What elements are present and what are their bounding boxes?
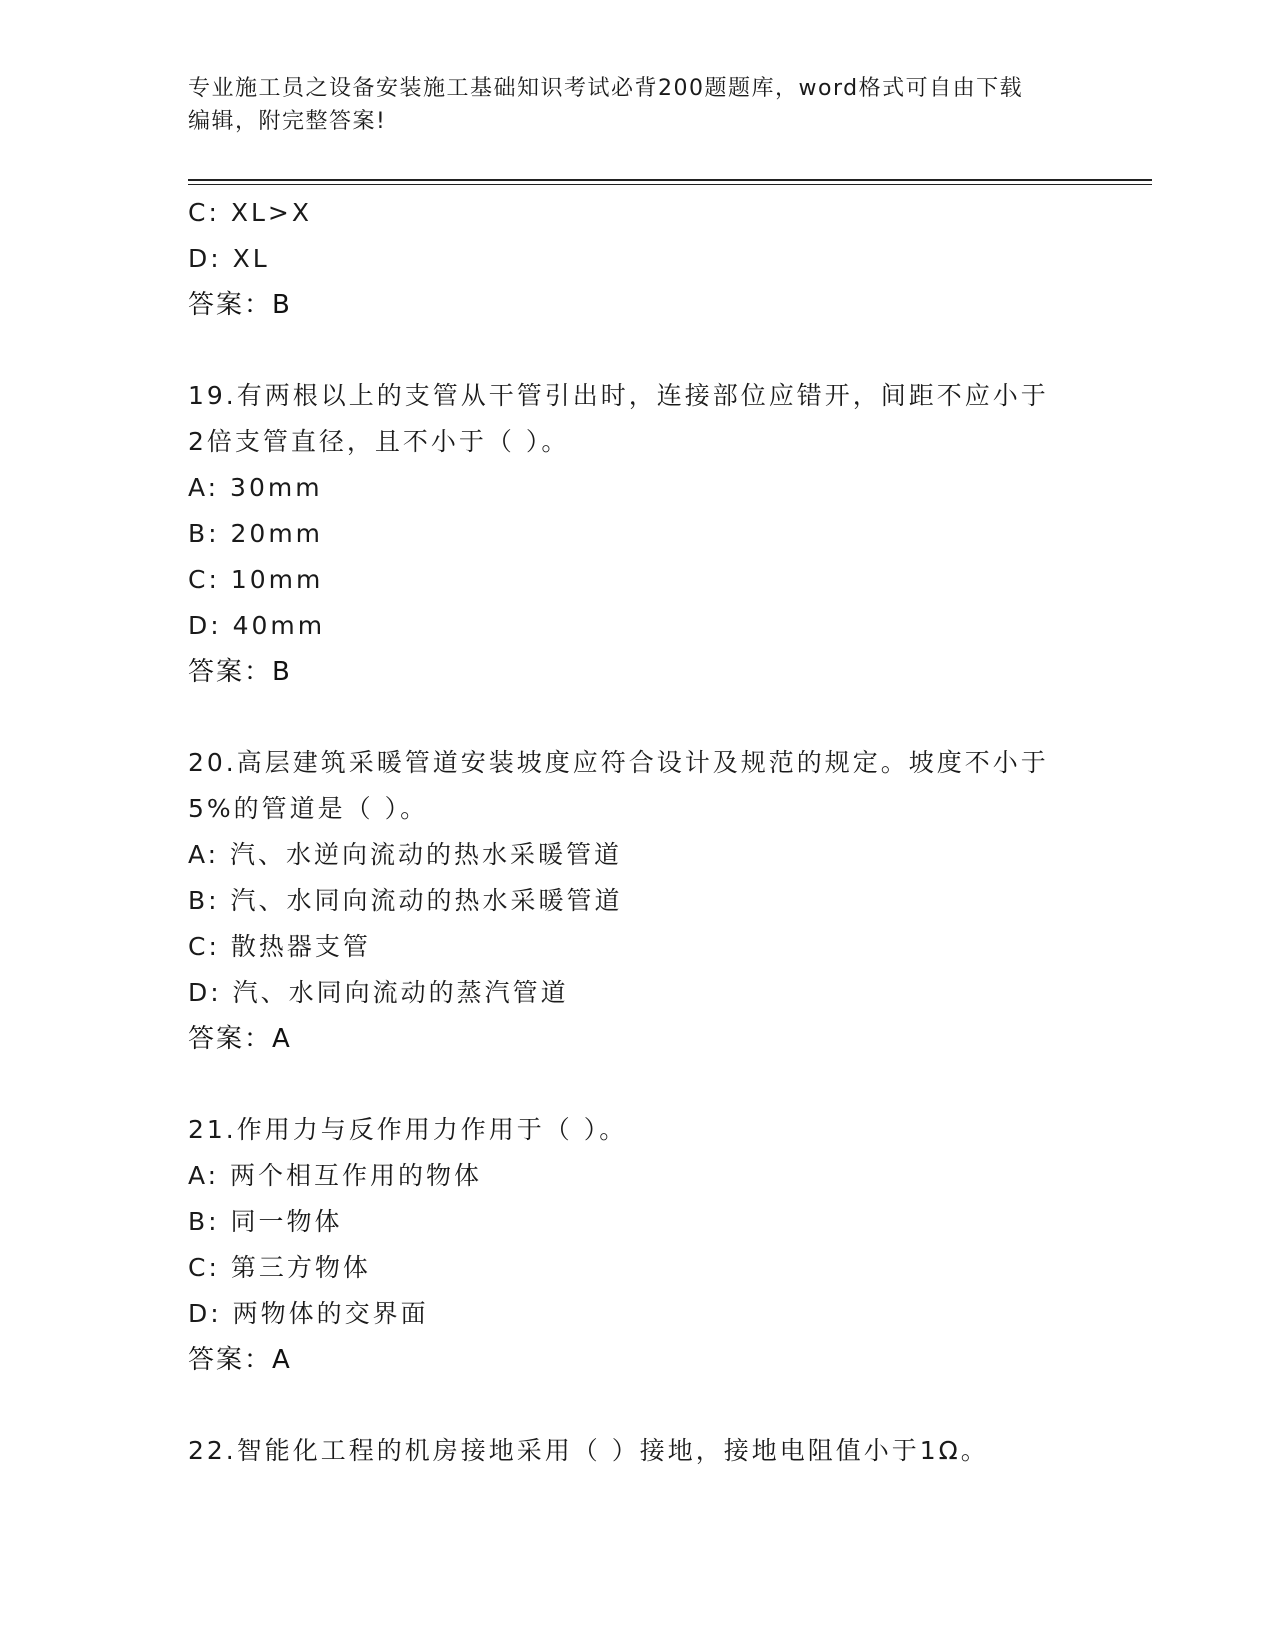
question-stem: 22.智能化工程的机房接地采用（ ）接地，接地电阻值小于1Ω。 [188,1436,989,1465]
header-rule-thick [188,179,1152,181]
question-20 [188,740,1088,1062]
answer: 答案：B [188,290,292,320]
option-d: D: 两物体的交界面 [188,1299,429,1328]
question-stem-continued: 5%的管道是（ ）。 [188,794,429,823]
document-header [188,72,1088,138]
option-c: C: 10mm [188,565,324,594]
question-22 [188,1428,1088,1474]
document-body [188,190,1088,1474]
question-stem: 20.高层建筑采暖管道安装坡度应符合设计及规范的规定。坡度不小于 [188,748,1049,777]
header-rule-thin [188,184,1152,185]
option-d: D: XL [188,244,270,273]
option-a: A: 汽、水逆向流动的热水采暖管道 [188,840,623,869]
option-c: C: 散热器支管 [188,932,371,961]
option-c: C: XL>X [188,198,312,227]
answer: 答案：B [188,657,292,687]
option-b: B: 汽、水同向流动的热水采暖管道 [188,886,623,915]
header-line-2: 编辑，附完整答案! [188,109,387,134]
option-d: D: 40mm [188,611,326,640]
question-stem-continued: 2倍支管直径，且不小于（ ）。 [188,427,570,456]
option-b: B: 同一物体 [188,1207,343,1236]
option-a: A: 两个相互作用的物体 [188,1161,483,1190]
answer: 答案：A [188,1345,292,1375]
answer: 答案：A [188,1024,292,1054]
question-stem: 21.作用力与反作用力作用于（ ）。 [188,1115,628,1144]
option-d: D: 汽、水同向流动的蒸汽管道 [188,978,569,1007]
question-21 [188,1107,1088,1383]
question-stem: 19.有两根以上的支管从干管引出时，连接部位应错开，间距不应小于 [188,381,1049,410]
question-19 [188,373,1088,695]
spacer [188,1383,1088,1428]
option-a: A: 30mm [188,473,323,502]
spacer [188,1062,1088,1107]
spacer [188,328,1088,373]
spacer [188,695,1088,740]
option-c: C: 第三方物体 [188,1253,371,1282]
header-line-1: 专业施工员之设备安装施工基础知识考试必背200题题库，word格式可自由下载 [188,76,1024,101]
question-18-tail [188,190,1088,328]
option-b: B: 20mm [188,519,324,548]
